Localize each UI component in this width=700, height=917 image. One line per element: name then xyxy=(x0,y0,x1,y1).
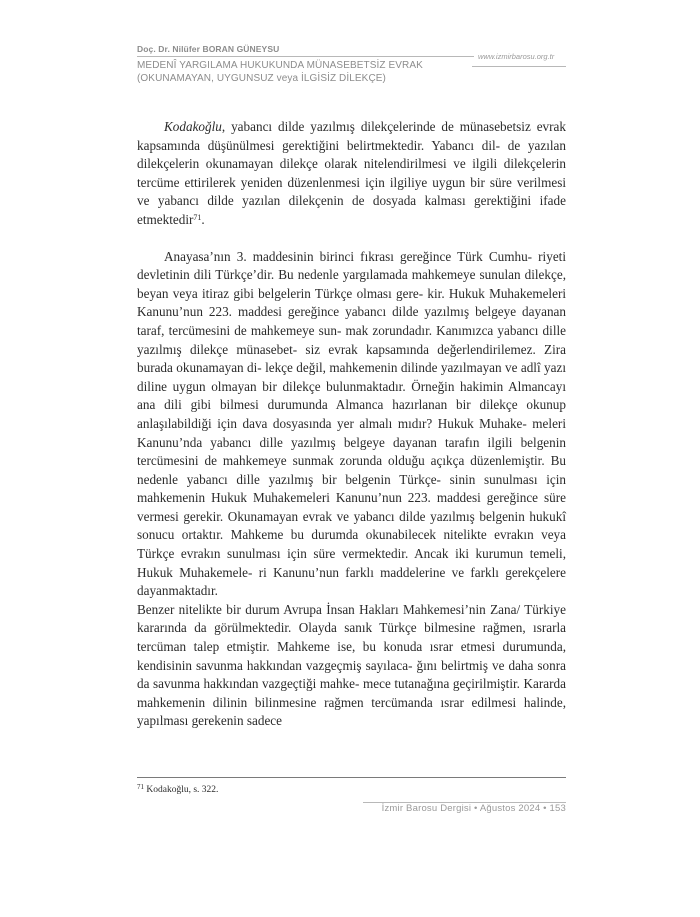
footnote-text: Kodakoğlu, s. 322. xyxy=(146,785,219,795)
paragraph-3: Benzer nitelikte bir durum Avrupa İnsan Hakları Mahkemesi’nin Zana/ Türkiye kararında da görülmektedir. Olayda sanık Türkçe bilmesine rağmen, ısrarla tercüman talep etmiştir. Mahkeme ise, bu konuda ısrar etmesi durumunda, kendisinin savunma hakkından vazgeçmiş sayılaca- ğını belirtmiş ve daha sonra da savunma hakkından vazgeçtiği mahke- mece tutanağına geçirilmiştir. Kararda mahkemenin dilinin bilinmesine rağmen tercümanda ısrar edilmesi halinde, yapılması gerekenin sadece xyxy=(137,601,566,729)
article-body xyxy=(137,118,566,731)
header-rule xyxy=(137,56,474,57)
header-title-line-2: (OKUNAMAYAN, UYGUNSUZ veya İLGİSİZ DİLEKÇE) xyxy=(137,73,386,84)
header-rule-right xyxy=(472,66,566,67)
running-header-title xyxy=(137,59,423,85)
author-citation: Kodakoğlu xyxy=(164,119,222,134)
page-footer: İzmir Barosu Dergisi • Ağustos 2024 • 153 xyxy=(381,803,566,814)
paragraph-2: Anayasa’nın 3. maddesinin birinci fıkrası gereğince Türk Cumhu- riyeti devletinin dili Türkçe’dir. Bu nedenle yargılamada mahkemeye sunulan dilekçe, beyan veya itiraz gibi belgelerin Türkçe olması gere- kir. Hukuk Muhakemeleri Kanunu’nun 223. maddesi gereğince yabancı dilde yazılmış belgeye dayanan taraf, tercümesini de mahkemeye sun- mak zorundadır. Kanımızca yabancı dille yazılmış dilekçe münasebet- siz evrak kapsamında değerlendirilemez. Zira burada okunamayan di- lekçe değil, mahkemenin dilinde yazılmayan ve adlî yazı diline uygun olmayan bir dilekçe bulunmaktadır. Örneğin hakimin Almancayı ana dili gibi bilmesi durumunda Almanca hazırlanan bir dilekçe okunup anlaşılabildiği için dava dosyasında yer almalı mıdır? Hukuk Muhake- meleri Kanunu’nda yabancı dille yazılmış belgeye dayanan tarafın ilgili belgenin tercümesini de mahkemeye sunmak zorunda olduğu açıkça düzenlemiştir. Bu nedenle yabancı dille yazılmış bir belgenin Türkçe- sinin sunulması için mahkemenin Hukuk Muhakemeleri Kanunu’nun 223. maddesi gereğince süre vermesi gerekir. Okunamayan evrak ve yabancı dilde yazılmış belgenin hukukî sonucu ortaktır. Mahkeme bu durumda okunabilecek nitelikte evrakın veya Türkçe evrakın sunulması için süre vermektedir. Ancak iki kurumun temeli, Hukuk Muhakemele- ri Kanunu’nun farklı maddelerine ve farklı gerekçelere dayanmaktadır. xyxy=(137,248,566,599)
header-title-line-1: MEDENÎ YARGILAMA HUKUKUNDA MÜNASEBETSİZ EVRAK xyxy=(137,60,423,71)
footnote xyxy=(137,785,218,795)
paragraph-1-text: , yabancı dilde yazılmış dilekçelerinde de münasebetsiz evrak kapsamında düşünülmesi gerektiğini belirtmektedir. Yabancı dil- de yazılan dilekçelerin okunamayan dilekçe olarak nitelendirilmesi ve ilgili dilekçelerin tercüme ettirilerek yeniden düzenlenmesi için ilgiliye uygun bir süre verilmesi ve yabancı dilde yazılan dilekçenin de dosyada kalması gerektiğini ifade etmektedir xyxy=(137,119,566,227)
footnote-ref[interactable]: 71 xyxy=(193,212,202,222)
footnote-rule xyxy=(137,777,566,778)
paragraph-1 xyxy=(137,118,566,230)
paragraph-1-end: . xyxy=(201,211,205,227)
running-header-author: Doç. Dr. Nilüfer BORAN GÜNEYSU xyxy=(137,44,280,54)
footnote-number: 71 xyxy=(137,783,144,791)
header-website: www.izmirbarosu.org.tr xyxy=(478,52,555,61)
